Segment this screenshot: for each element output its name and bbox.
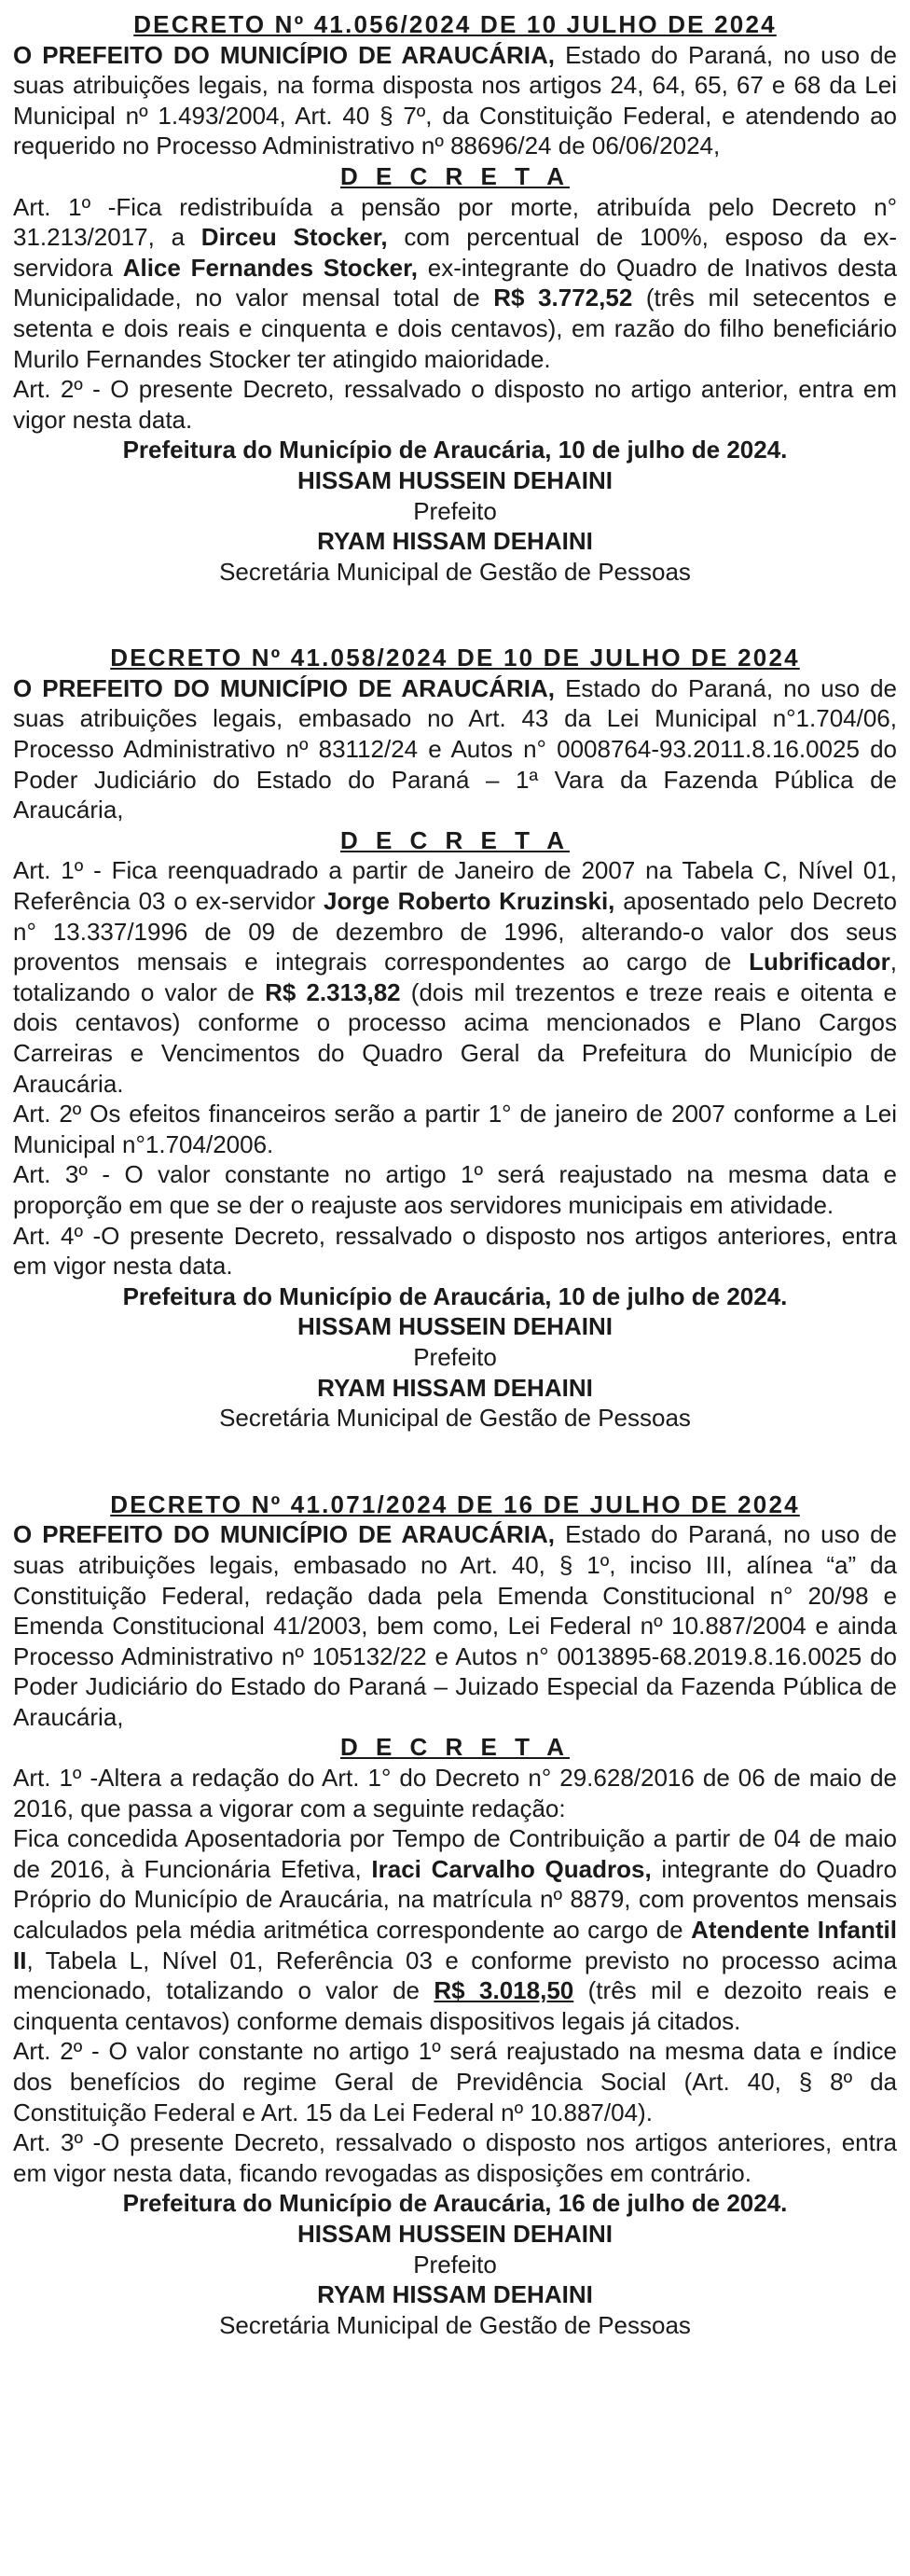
article-text: Fica concedida Aposentadoria por Tempo de Contribuição a partir de 04 de maio de 2016, à Funcionária Efetiva, <box>13 1824 897 1883</box>
preamble-text: Estado do Paraná, no uso de suas atribuições legais, na forma disposta nos artigos 24, 64, 65, 67 e 68 da Lei Municipal nº 1.493/2004, Art. 40 § 7º, da Constituição Federal, e atendendo ao requerido no Processo Administrativo nº 88696/24 de 06/06/2024, <box>13 40 898 160</box>
article-1: Art. 1º -Altera a redação do Art. 1° do Decreto n° 29.628/2016 de 06 de maio de 2016, que passa a vigorar com a seguinte redação: <box>13 1764 897 1822</box>
signer-secretary-name: RYAM HISSAM DEHAINI <box>317 1373 593 1402</box>
ex-servant-name: Jorge Roberto Kruzinski, <box>324 887 615 916</box>
signer-secretary-role: Secretária Municipal de Gestão de Pessoas <box>219 2310 691 2339</box>
article-2: Art. 2º - O presente Decreto, ressalvado o disposto no artigo anterior, entra em vigor nesta data. <box>13 375 897 434</box>
amount: R$ 3.018,50 <box>434 1976 574 2005</box>
article-text: , totalizando o valor de <box>13 948 897 1006</box>
article-text: aposentado pelo Decreto n° 13.337/1996 de 09 de dezembro de 1996, alterando-o valor dos seus proventos mensais e integrais correspondentes ao cargo de <box>13 887 897 976</box>
article-text: com percentual de 100%, esposo da ex-servidora <box>13 223 898 282</box>
preamble-bold: O PREFEITO DO MUNICÍPIO DE ARAUCÁRIA, <box>13 40 556 69</box>
decree-preamble <box>13 673 897 825</box>
signer-mayor-name: HISSAM HUSSEIN DEHAINI <box>296 1312 614 1341</box>
amount: R$ 2.313,82 <box>265 977 401 1006</box>
article-text: integrante do Quadro Próprio do Município de Araucária, na matrícula nº 8879, com proventos mensais calculados pela média aritmética correspondente ao cargo de <box>13 1854 897 1945</box>
decree-41056 <box>13 9 897 587</box>
place-date: Prefeitura do Município de Araucária, 10 de julho de 2024. <box>122 436 788 464</box>
article-text: (três mil e dezoito reais e cinquenta centavos) conforme demais dispositivos legais já citados. <box>13 1976 897 2035</box>
decree-41071 <box>13 1489 897 2341</box>
article-text: ex-integrante do Quadro de Inativos desta Municipalidade, no valor mensal total de <box>13 253 898 312</box>
article-3: Art. 3º - O valor constante no artigo 1º será reajustado na mesma data e proporção em que se der o reajuste aos servidores municipais em atividade. <box>13 1160 897 1219</box>
decree-preamble <box>13 1519 897 1732</box>
preamble-bold: O PREFEITO DO MUNICÍPIO DE ARAUCÁRIA, <box>13 673 556 702</box>
place-date: Prefeitura do Município de Araucária, 10 de julho de 2024. <box>122 1281 788 1310</box>
job-title: Atendente Infantil II <box>13 1916 897 1974</box>
signer-secretary-role: Secretária Municipal de Gestão de Pessoas <box>219 1404 691 1433</box>
beneficiary-name: Dirceu Stocker, <box>200 223 388 252</box>
article-1 <box>13 192 897 375</box>
article-text: (dois mil trezentos e treze reais e oitenta e dois centavos) conforme o processo acima mencionados e Plano Cargos Carreiras e Vencimentos do Quadro Geral da Prefeitura do Município de Araucária. <box>13 977 898 1098</box>
decree-title: DECRETO Nº 41.058/2024 DE 10 DE JULHO DE 2024 <box>110 644 800 672</box>
signer-secretary-name: RYAM HISSAM DEHAINI <box>317 527 593 556</box>
decree-preamble <box>13 40 897 161</box>
signer-mayor-role: Prefeito <box>413 496 497 525</box>
article-text: , Tabela L, Nível 01, Referência 03 e conforme previsto no processo acima mencionado, totalizando o valor de <box>13 1946 897 2005</box>
article-text: (três mil setecentos e setenta e dois reais e cinquenta e dois centavos), em razão do filho beneficiário Murilo Fernandes Stocker ter atingido maioridade. <box>13 284 898 373</box>
decree-41058 <box>13 643 897 1433</box>
amount: R$ 3.772,52 <box>493 284 633 312</box>
article-1 <box>13 855 897 1099</box>
decree-title: DECRETO Nº 41.056/2024 DE 10 JULHO DE 2024 <box>133 10 777 38</box>
decree-title: DECRETO Nº 41.071/2024 DE 16 DE JULHO DE 2024 <box>110 1489 800 1518</box>
article-1-new-wording <box>13 1823 897 2036</box>
signer-mayor-name: HISSAM HUSSEIN DEHAINI <box>296 465 614 494</box>
signer-secretary-name: RYAM HISSAM DEHAINI <box>317 2280 593 2309</box>
job-title: Lubrificador <box>749 948 890 976</box>
article-text: Art. 1º - Fica reenquadrado a partir de Janeiro de 2007 na Tabela C, Nível 01, Referência 03 o ex-servidor <box>13 856 897 916</box>
decreta-heading: D E C R E T A <box>339 825 571 854</box>
employee-name: Iraci Carvalho Quadros, <box>371 1854 652 1883</box>
preamble-text: Estado do Paraná, no uso de suas atribuições legais, embasado no Art. 40, § 1º, inciso III, alínea “a” da Constituição Federal, redação dada pela Emenda Constitucional n° 20/98 e Emenda Constitucional 41/2003, bem como, Lei Federal nº 10.887/2004 e ainda Processo Administrativo nº 105132/22 e Autos n° 0013895-68.2019.8.16.0025 do Poder Judiciário do Estado do Paraná – Juizado Especial da Fazenda Pública de Araucária, <box>13 1520 898 1731</box>
signer-mayor-name: HISSAM HUSSEIN DEHAINI <box>296 2219 614 2248</box>
signer-secretary-role: Secretária Municipal de Gestão de Pessoas <box>219 557 691 586</box>
signer-mayor-role: Prefeito <box>413 2250 497 2278</box>
article-3: Art. 3º -O presente Decreto, ressalvado o disposto nos artigos anteriores, entra em vigor nesta data, ficando revogadas as disposições em contrário. <box>13 2128 897 2187</box>
article-2: Art. 2º - O valor constante no artigo 1º será reajustado na mesma data e índice dos benefícios do regime Geral de Previdência Social (Art. 40, § 8º da Constituição Federal e Art. 15 da Lei Federal nº 10.887/04). <box>13 2037 897 2126</box>
place-date: Prefeitura do Município de Araucária, 16 de julho de 2024. <box>122 2189 788 2218</box>
ex-servant-name: Alice Fernandes Stocker, <box>122 253 418 282</box>
article-4: Art. 4º -O presente Decreto, ressalvado o disposto nos artigos anteriores, entra em vigor nesta data. <box>13 1221 897 1281</box>
decreta-heading: D E C R E T A <box>339 161 571 190</box>
preamble-bold: O PREFEITO DO MUNICÍPIO DE ARAUCÁRIA, <box>13 1520 556 1549</box>
article-text: Art. 1º -Fica redistribuída a pensão por morte, atribuída pelo Decreto n° 31.213/2017, a <box>13 192 897 252</box>
preamble-text: Estado do Paraná, no uso de suas atribuições legais, embasado no Art. 43 da Lei Municipal n°1.704/06, Processo Administrativo nº 83112/24 e Autos n° 0008764-93.2011.8.16.0025 do Poder Judiciário do Estado do Paraná – 1ª Vara da Fazenda Pública de Araucária, <box>13 673 898 824</box>
signer-mayor-role: Prefeito <box>413 1342 497 1371</box>
decreta-heading: D E C R E T A <box>339 1733 571 1762</box>
article-2: Art. 2º Os efeitos financeiros serão a partir 1° de janeiro de 2007 conforme a Lei Municipal n°1.704/2006. <box>13 1100 897 1158</box>
